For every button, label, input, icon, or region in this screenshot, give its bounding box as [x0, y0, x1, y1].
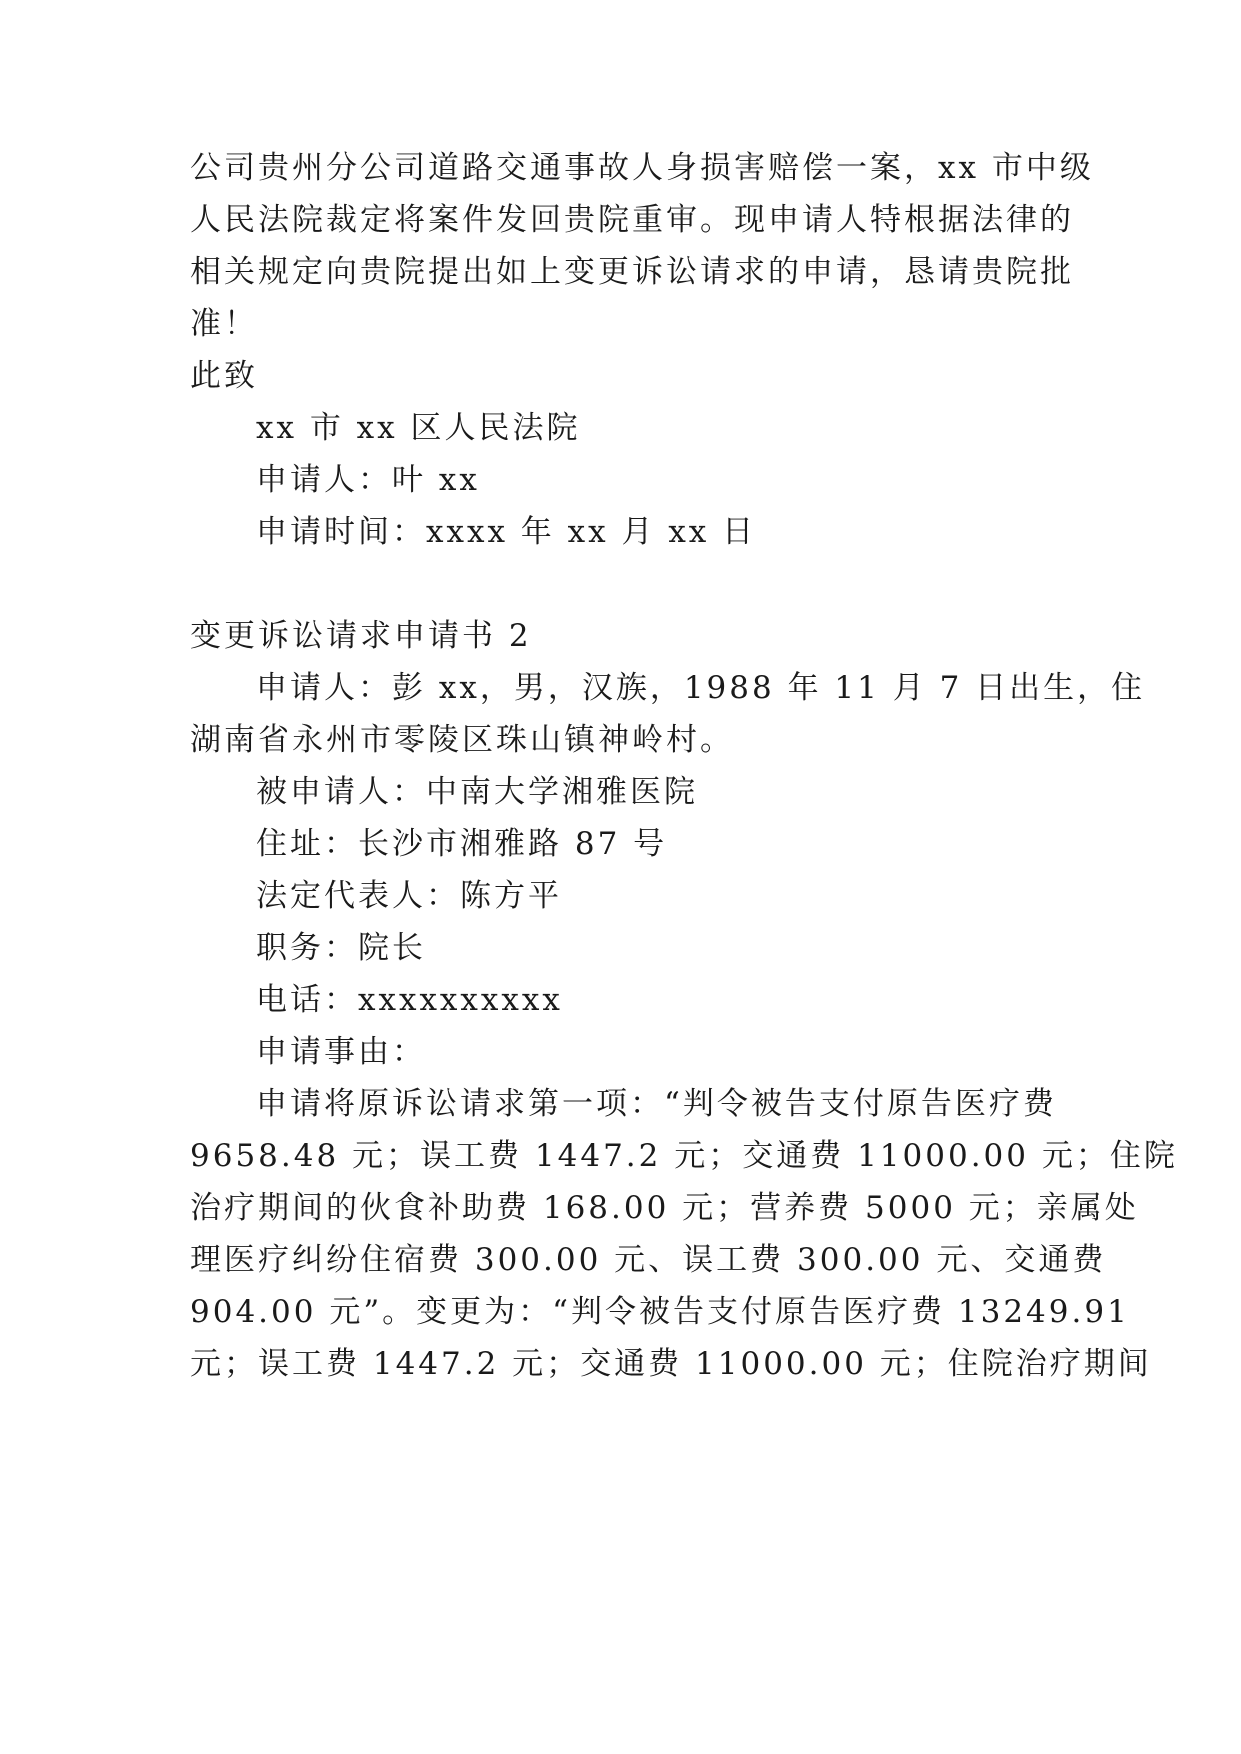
body-text-line: 公司贵州分公司道路交通事故人身损害赔偿一案，xx 市中级: [190, 150, 1094, 186]
reason-text-line: 理医疗纠纷住宿费 300.00 元、误工费 300.00 元、交通费: [190, 1242, 1107, 1278]
reason-text-line: 9658.48 元；误工费 1447.2 元；交通费 11000.00 元；住院: [190, 1138, 1178, 1174]
reason-text-line: 904.00 元”。变更为：“判令被告支付原告医疗费 13249.91: [190, 1294, 1130, 1330]
reason-heading: 申请事由：: [256, 1034, 426, 1070]
reason-text-line: 治疗期间的伙食补助费 168.00 元；营养费 5000 元；亲属处: [190, 1190, 1139, 1226]
applicant-info-line: 申请人：彭 xx，男，汉族，1988 年 11 月 7 日出生，住: [256, 670, 1146, 706]
application-date: 申请时间：xxxx 年 xx 月 xx 日: [256, 514, 757, 550]
body-text-line: 相关规定向贵院提出如上变更诉讼请求的申请，恳请贵院批: [190, 254, 1074, 290]
respondent-address: 住址：长沙市湘雅路 87 号: [256, 826, 668, 862]
body-text-line: 准！: [190, 306, 258, 342]
body-text-line: 人民法院裁定将案件发回贵院重审。现申请人特根据法律的: [190, 202, 1074, 238]
reason-text-line: 元；误工费 1447.2 元；交通费 11000.00 元；住院治疗期间: [190, 1346, 1152, 1382]
respondent: 被申请人：中南大学湘雅医院: [256, 774, 698, 810]
applicant-signature: 申请人：叶 xx: [256, 462, 480, 498]
salutation: 此致: [190, 358, 258, 394]
phone: 电话：xxxxxxxxxx: [256, 982, 563, 1018]
document-title: 变更诉讼请求申请书 2: [190, 618, 532, 654]
applicant-info-line: 湖南省永州市零陵区珠山镇神岭村。: [190, 722, 734, 758]
legal-representative: 法定代表人：陈方平: [256, 878, 562, 914]
court-name: xx 市 xx 区人民法院: [256, 410, 581, 446]
position: 职务：院长: [256, 930, 426, 966]
reason-text-line: 申请将原诉讼请求第一项：“判令被告支付原告医疗费: [256, 1086, 1057, 1122]
